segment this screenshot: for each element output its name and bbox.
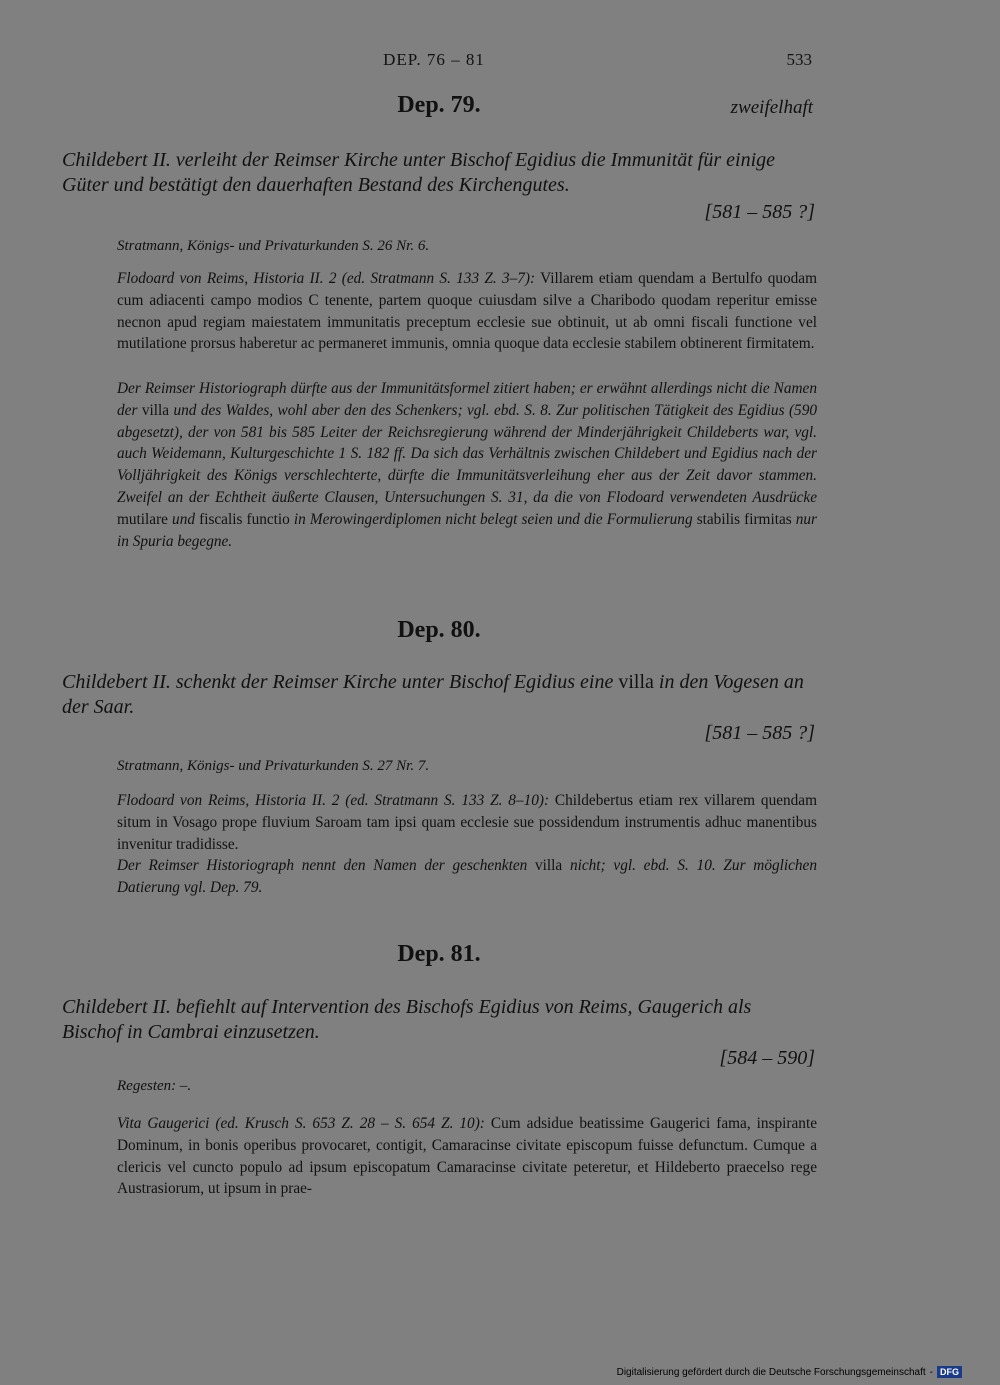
source-text: Cum adsidue beatissime Gaugerici fama, inspirante Dominum, in bonis operibus provocaret, contigit, Camaracinse civitate episcopum fuisse defunctum. Cumque a clericis vel cuncto populo ad ipsum episcopatum Camaracinse civitate peteretur, et Hildeberto praecelso rege Austrasiorum, ut ipsum in prae- [117,1115,817,1198]
source-reference: Vita Gaugerici (ed. Krusch S. 653 Z. 28 – S. 654 Z. 10): [117,1115,485,1132]
entry-regest: Stratmann, Königs- und Privaturkunden S. 26 Nr. 6. [117,238,430,254]
commentary-text: und [167,510,200,528]
entry-source [117,1113,817,1200]
entry-summary: Childebert II. verleiht der Reimser Kirche unter Bischof Egidius die Immunität für einige Güter und bestätigt den dauerhaften Bestand des Kirchengutes. [62,149,776,196]
entry-title-dep-80: Dep. 80. [397,617,481,643]
commentary-text: in Merowingerdiplomen nicht belegt seien und die Formulierung [289,510,697,528]
latin-term: fiscalis functio [199,510,290,528]
entry-summary [62,670,814,720]
latin-term: stabilis firmitas [696,510,792,528]
entry-regest: Stratmann, Königs- und Privaturkunden S. 27 Nr. 7. [117,758,430,774]
entry-date: [584 – 590] [719,1047,815,1069]
page-number: 533 [786,50,812,69]
entry-commentary [117,378,817,552]
commentary-text: und des Waldes, wohl aber den des Schenkers; vgl. ebd. S. 8. Zur politischen Tätigkeit des Egidius (590 abgesetzt), der von 581 bis 585 Leiter der Reichsregierung während der Minderjährigkeit Childeberts war, vgl. auch Weidemann, Kulturgeschichte 1 S. 182 ff. Da sich das Verhältnis zwischen Childebert und Egidius nach der Volljährigkeit des Königs verschlechterte, dürfte die Immunitätsverleihung eher aus der Zeit davor stammen. Zweifel an der Echtheit äußerte Clausen, Untersuchungen S. 31, da die von Flodoard verwendeten Ausdrücke [117,401,818,506]
entry-date: [581 – 585 ?] [704,722,815,744]
latin-term: villa [141,401,170,419]
entry-source [117,268,817,355]
commentary-text: nicht; vgl. ebd. S. 10. Zur möglichen Datierung vgl. Dep. 79. [117,857,817,896]
commentary-text: in den Vogesen an der Saar. [62,671,804,718]
source-reference: Flodoard von Reims, Historia II. 2 (ed. Stratmann S. 133 Z. 3–7): [117,270,536,287]
source-text: Childebertus etiam rex villarem quendam situm in Vosago prope fluvium Saroam tam ipsi quam ecclesie sue possidendum instrumentis adhuc manentibus invenitur tradidisse. [117,792,817,853]
commentary-text: Childebert II. schenkt der Reimser Kirche unter Bischof Egidius eine [62,671,619,693]
source-text: Villarem etiam quendam a Bertulfo quodam cum adiacenti campo modios C tenente, partem quoque cuiusdam silve a Charibodo quodam reperitur emisse necnon apud regiam maiestatem immunitatis preceptum ecclesie sue obtinuit, ut ab omni fiscali functione vel mutilatione prorsus haberetur ac permaneret immunis, omnia quoque data ecclesie stabilem obtinerent firmitatem. [117,270,817,353]
commentary-text: nur in Spuria begegne. [117,510,818,550]
latin-term: mutilare [117,510,168,528]
footer-credit: Digitalisierung gefördert durch die Deutsche Forschungsgemeinschaft - DFG [617,1366,962,1378]
entry-status: zweifelhaft [730,97,813,118]
entry-source [117,790,817,855]
footer-text: Digitalisierung gefördert durch die Deutsche Forschungsgemeinschaft [616,1366,926,1378]
dfg-logo-icon: DFG [937,1366,962,1378]
entry-regest: Regesten: –. [117,1078,192,1094]
latin-term: villa [535,857,563,874]
running-header: DEP. 76 – 81 [383,50,485,69]
entry-title-dep-79: Dep. 79. [397,92,481,118]
entry-summary: Childebert II. befiehlt auf Intervention des Bischofs Egidius von Reims, Gaugerich als Bischof in Cambrai einzusetzen. [62,996,752,1043]
latin-term: villa [618,671,654,693]
commentary-text: Der Reimser Historiograph dürfte aus der Immunitätsformel zitiert haben; er erwähnt allerdings nicht die Namen der [117,380,817,419]
entry-title-dep-81: Dep. 81. [397,941,481,967]
entry-date: [581 – 585 ?] [704,201,815,223]
entry-commentary [117,855,817,899]
commentary-text: Der Reimser Historiograph nennt den Namen der geschenkten [117,857,536,874]
source-reference: Flodoard von Reims, Historia II. 2 (ed. Stratmann S. 133 Z. 8–10): [117,792,550,809]
